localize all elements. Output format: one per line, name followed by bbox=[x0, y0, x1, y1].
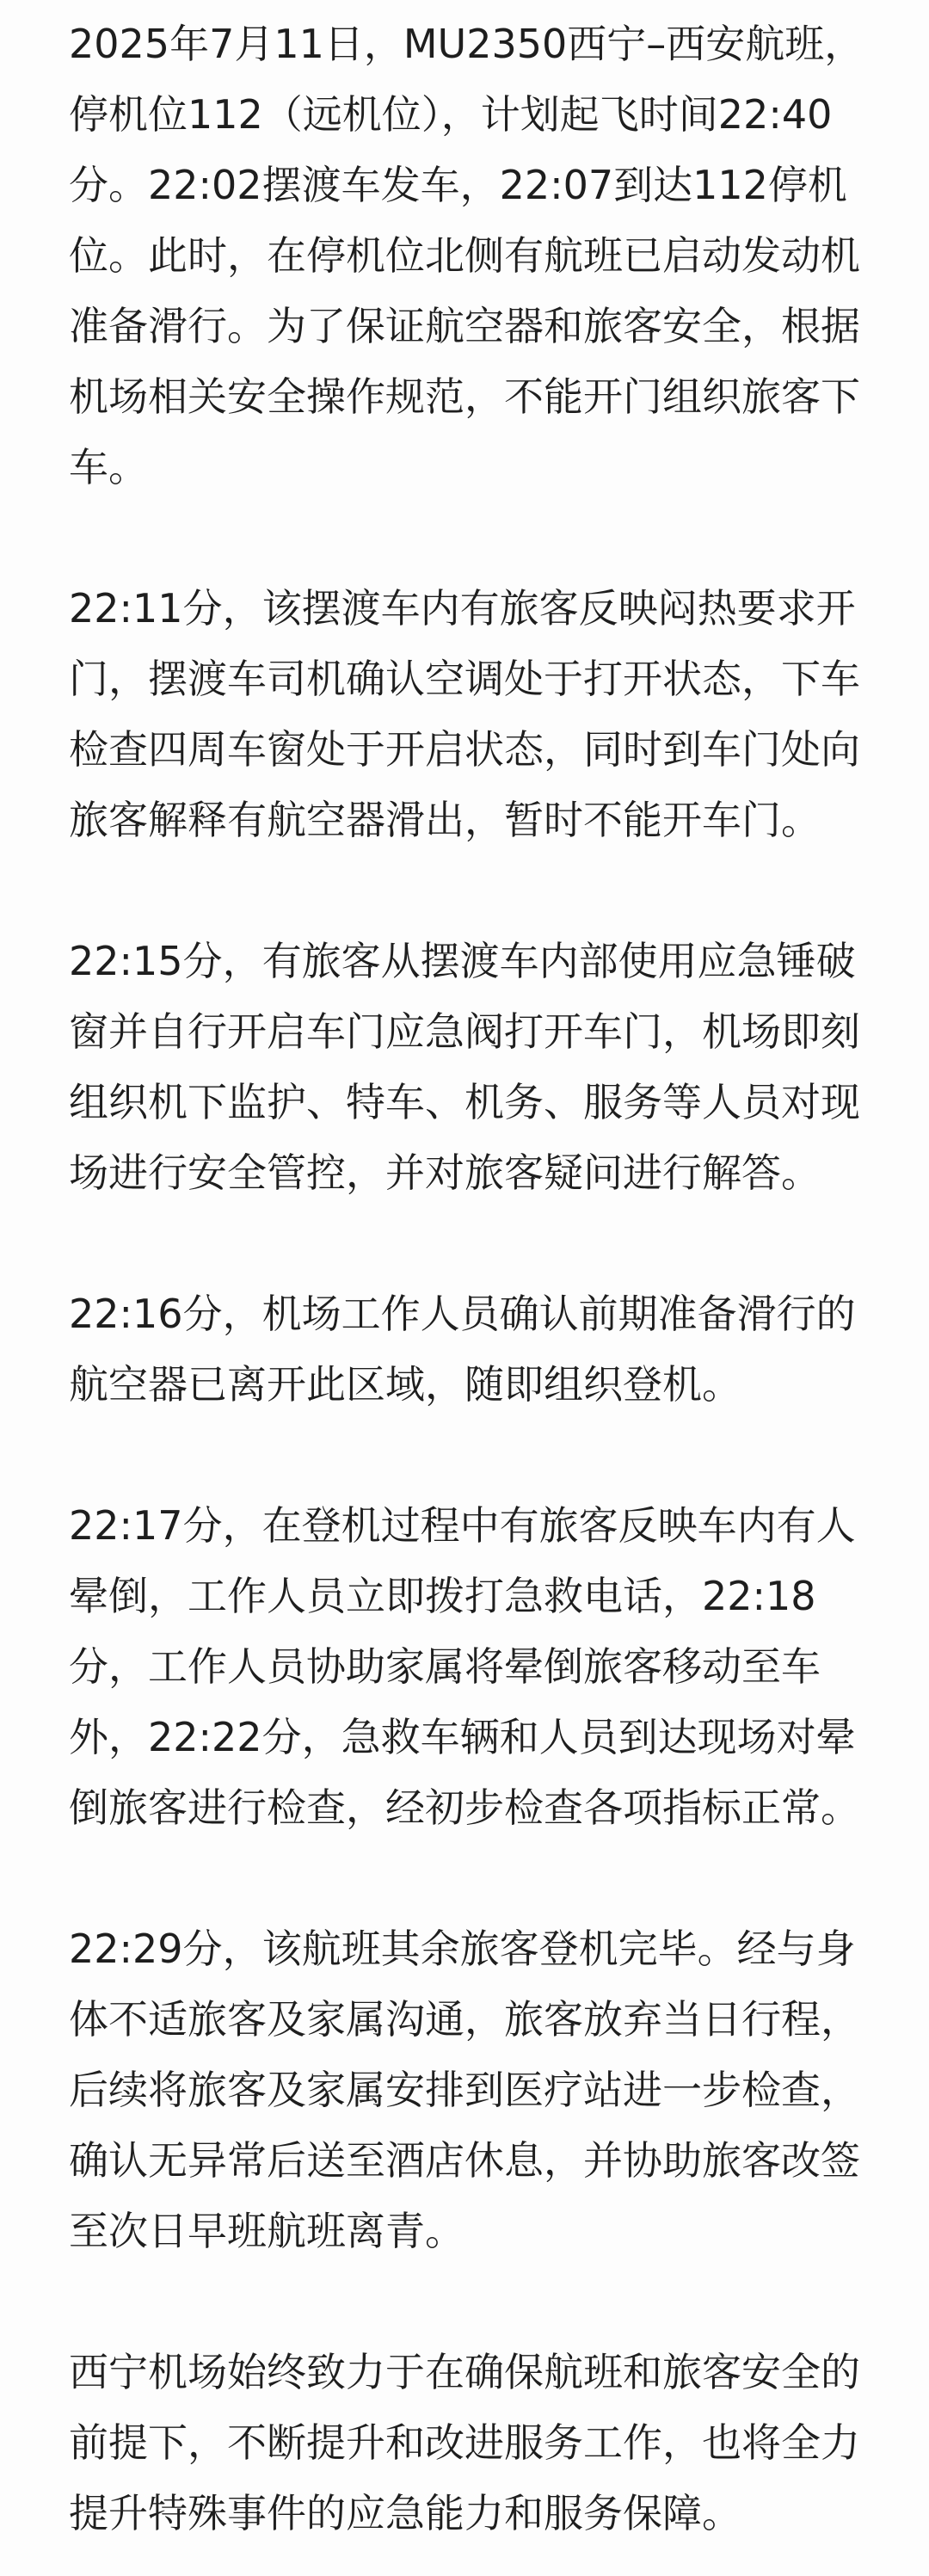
text-line: 检查四周车窗处于开启状态，同时到车门处向 bbox=[69, 726, 860, 773]
text-line: 门，摆渡车司机确认空调处于打开状态，下车 bbox=[69, 656, 860, 702]
text-line: 至次日早班航班离青。 bbox=[69, 2208, 464, 2254]
text-line: 22:17分，在登机过程中有旅客反映车内有人 bbox=[69, 1502, 856, 1549]
paragraph bbox=[69, 926, 886, 1208]
text-line: 外，22:22分，急救车辆和人员到达现场对晕 bbox=[69, 1714, 856, 1760]
text-line: 窗并自行开启车门应急阀打开车门，机场即刻 bbox=[69, 1008, 860, 1055]
text-line: 车。 bbox=[69, 444, 148, 490]
text-line: 体不适旅客及家属沟通，旅客放弃当日行程， bbox=[69, 1996, 860, 2043]
text-line: 确认无异常后送至酒店休息，并协助旅客改签 bbox=[69, 2137, 860, 2184]
text-line: 后续将旅客及家属安排到医疗站进一步检查， bbox=[69, 2067, 860, 2113]
text-line: 22:29分，该航班其余旅客登机完毕。经与身 bbox=[69, 1926, 856, 1972]
text-line: 场进行安全管控，并对旅客疑问进行解答。 bbox=[69, 1149, 821, 1196]
text-line: 机场相关安全操作规范，不能开门组织旅客下 bbox=[69, 373, 860, 420]
text-line: 分，工作人员协助家属将晕倒旅客移动至车 bbox=[69, 1643, 821, 1690]
text-line: 22:15分，有旅客从摆渡车内部使用应急锤破 bbox=[69, 938, 856, 984]
text-line: 停机位112（远机位），计划起飞时间22:40 bbox=[69, 91, 833, 138]
text-line: 西宁机场始终致力于在确保航班和旅客安全的 bbox=[69, 2349, 860, 2395]
text-line: 分。22:02摆渡车发车，22:07到达112停机 bbox=[69, 162, 847, 208]
paragraph bbox=[69, 9, 886, 502]
text-line: 前提下，不断提升和改进服务工作，也将全力 bbox=[69, 2419, 860, 2466]
text-line: 组织机下监护、特车、机务、服务等人员对现 bbox=[69, 1079, 860, 1125]
paragraph bbox=[69, 573, 886, 855]
text-line: 旅客解释有航空器滑出，暂时不能开车门。 bbox=[69, 797, 821, 843]
paragraph bbox=[69, 1490, 886, 1843]
text-line: 22:16分，机场工作人员确认前期准备滑行的 bbox=[69, 1291, 856, 1337]
text-line: 倒旅客进行检查，经初步检查各项指标正常。 bbox=[69, 1784, 860, 1831]
text-line: 航空器已离开此区域，随即组织登机。 bbox=[69, 1361, 741, 1408]
paragraph bbox=[69, 1914, 886, 2266]
text-line: 晕倒，工作人员立即拨打急救电话，22:18 bbox=[69, 1573, 816, 1619]
text-line: 位。此时，在停机位北侧有航班已启动发动机 bbox=[69, 232, 860, 279]
text-line: 提升特殊事件的应急能力和服务保障。 bbox=[69, 2490, 741, 2536]
paragraph bbox=[69, 2337, 886, 2548]
text-line: 准备滑行。为了保证航空器和旅客安全，根据 bbox=[69, 303, 860, 349]
text-line: 2025年7月11日，MU2350西宁–西安航班， bbox=[69, 21, 864, 67]
paragraph bbox=[69, 1279, 886, 1420]
text-line: 22:11分，该摆渡车内有旅客反映闷热要求开 bbox=[69, 585, 856, 632]
